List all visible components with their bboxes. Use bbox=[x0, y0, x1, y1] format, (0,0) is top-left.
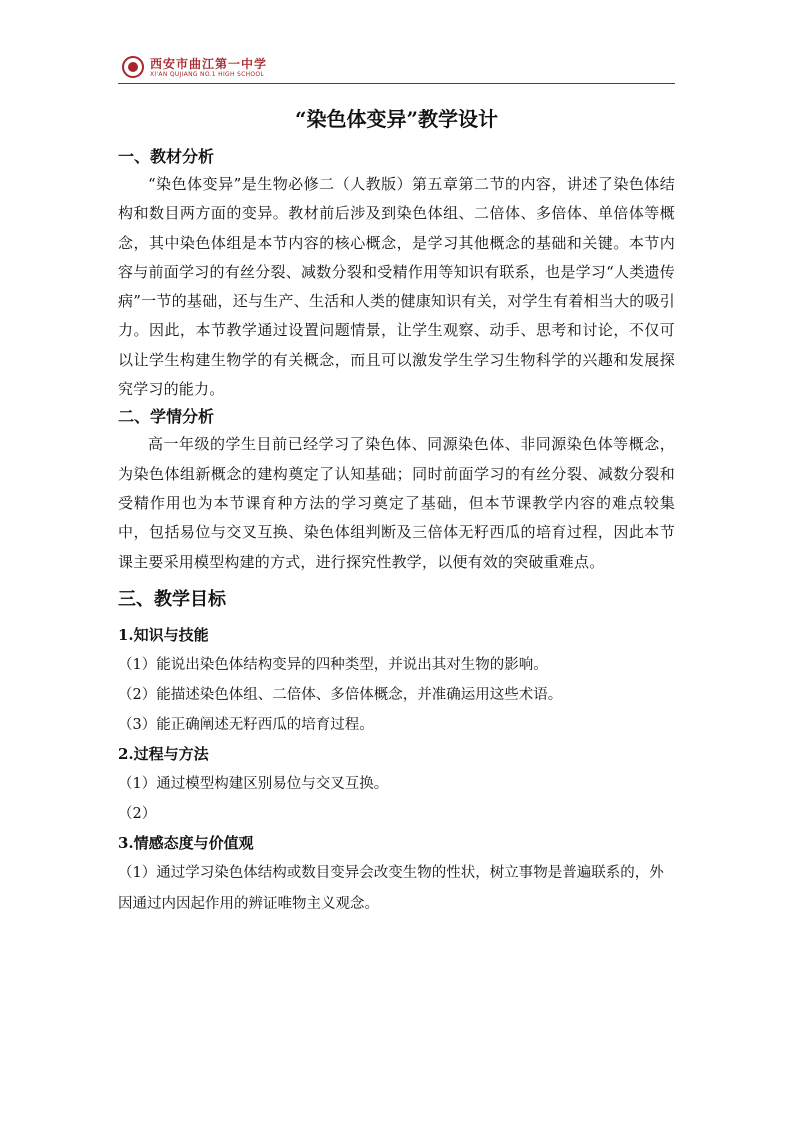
header-divider bbox=[118, 83, 675, 84]
document-body bbox=[118, 100, 675, 920]
section-heading-textbook-analysis: 一、教材分析 bbox=[118, 147, 215, 166]
document-title: “染色体变异”教学设计 bbox=[294, 107, 498, 131]
section-heading-student-analysis: 二、学情分析 bbox=[118, 407, 215, 427]
student-analysis-paragraph: 高一年级的学生目前已经学习了染色体、同源染色体、非同源染色体等概念，为染色体组新概念的建构奠定了认知基础；同时前面学习的有丝分裂、减数分裂和受精作用也为本节课育种方法的学习奠定了基础，但本节课教学内容的难点较集中，包括易位与交叉互换、染色体组判断及三倍体无籽西瓜的培育过程，因此本节课主要采用模型构建的方式，进行探究性教学，以便有效的突破重难点。 bbox=[118, 435, 675, 571]
page-header bbox=[118, 52, 676, 84]
goal-item: （2） bbox=[118, 805, 157, 822]
goal-item: （1）能说出染色体结构变异的四种类型，并说出其对生物的影响。 bbox=[118, 656, 548, 673]
school-name-en: XI'AN QUJIANG NO.1 HIGH SCHOOL bbox=[150, 71, 265, 78]
section-heading-teaching-goals: 三、教学目标 bbox=[118, 588, 226, 610]
subheading-knowledge-skills: 1.知识与技能 bbox=[118, 625, 209, 644]
school-logo-icon bbox=[122, 56, 144, 78]
goal-item: （1）通过学习染色体结构或数目变异会改变生物的性状，树立事物是普遍联系的，外因通过内因起作用的辨证唯物主义观念。 bbox=[118, 864, 664, 912]
textbook-analysis-paragraph: “染色体变异”是生物必修二（人教版）第五章第二节的内容，讲述了染色体结构和数目两方面的变异。教材前后涉及到染色体组、二倍体、多倍体、单倍体等概念，其中染色体组是本节内容的核心概念，是学习其他概念的基础和关键。本节内容与前面学习的有丝分裂、减数分裂和受精作用等知识有联系，也是学习“人类遗传病”一节的基础，还与生产、生活和人类的健康知识有关，对学生有着相当大的吸引力。因此，本节教学通过设置问题情景，让学生观察、动手、思考和讨论，不仅可以让学生构建生物学的有关概念，而且可以激发学生学习生物科学的兴趣和发展探究学习的能力。 bbox=[118, 175, 675, 399]
goal-item: （3）能正确阐述无籽西瓜的培育过程。 bbox=[118, 716, 374, 733]
goal-item: （1）通过模型构建区别易位与交叉互换。 bbox=[118, 775, 389, 792]
subheading-process-methods: 2.过程与方法 bbox=[118, 744, 209, 763]
goal-item: （2）能描述染色体组、二倍体、多倍体概念，并准确运用这些术语。 bbox=[118, 686, 563, 703]
school-name-cn: 西安市曲江第一中学 bbox=[150, 57, 268, 71]
subheading-attitudes-values: 3.情感态度与价值观 bbox=[118, 833, 254, 852]
